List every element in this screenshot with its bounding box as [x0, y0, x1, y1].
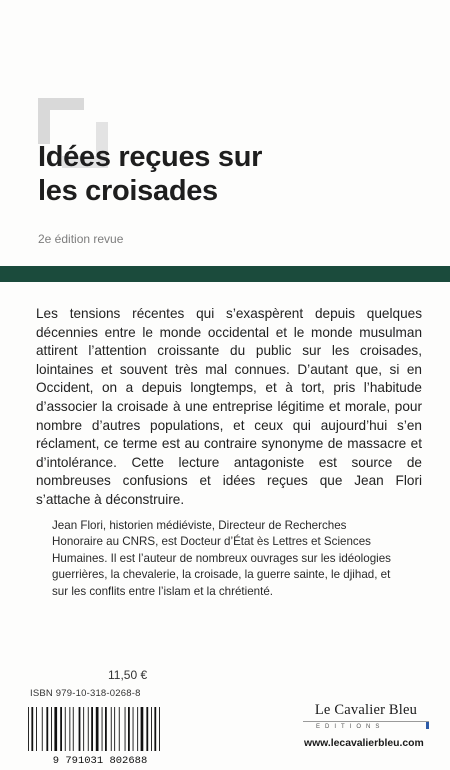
title-line-2: les croisades — [38, 175, 218, 207]
barcode-bar — [105, 707, 107, 751]
barcode-digits: 9 791031 802688 — [52, 755, 148, 765]
barcode-bar — [79, 707, 81, 751]
barcode-bar — [119, 707, 120, 751]
barcode-bar — [54, 707, 57, 751]
barcode-bar — [83, 707, 84, 751]
title-line-1: Idées reçues sur — [38, 141, 263, 173]
barcode-bar — [31, 707, 33, 751]
barcode-bar — [133, 707, 134, 751]
barcode-bar — [46, 707, 48, 751]
publisher-sub: EDITIONS — [316, 724, 385, 730]
barcode-bar — [69, 707, 70, 751]
barcode-bar — [42, 707, 43, 751]
barcode-bar — [159, 707, 160, 751]
edition-label: 2e édition revue — [38, 232, 124, 246]
barcode-bar — [154, 707, 156, 751]
publisher-url[interactable]: www.lecavalierbleu.com — [304, 738, 424, 749]
author-bio-text: , historien médiéviste, Directeur de Recherches Honoraire au CNRS, est Docteur d’État ès Lettres et Sciences Humaines. Il est l’auteur de nombreux ouvrages sur les idéologies guerrières, la chevalerie, la croisade, la guerre sainte, le djihad, et sur les conflits entre l’islam et la chrétienté. — [52, 519, 391, 598]
barcode-bar — [88, 707, 89, 751]
barcode-icon — [22, 705, 178, 765]
barcode-bar — [128, 707, 130, 751]
barcode-bar — [51, 707, 52, 751]
barcode-bar — [28, 707, 29, 751]
isbn-label: ISBN 979-10-318-0268-8 — [30, 688, 141, 699]
book-title — [38, 140, 398, 208]
green-band — [0, 266, 450, 282]
barcode-bar — [36, 707, 37, 751]
publisher-logo — [300, 702, 432, 730]
barcode-bar — [96, 707, 99, 751]
price-label: 11,50 € — [108, 668, 148, 682]
barcode-bar — [111, 707, 112, 751]
barcode-bar — [65, 707, 66, 751]
barcode-bar — [102, 707, 103, 751]
barcode-bar — [141, 707, 144, 751]
publisher-mark — [426, 722, 429, 729]
barcode-bar — [137, 707, 138, 751]
barcode-bar — [125, 707, 126, 751]
blurb-text: Les tensions récentes qui s’exaspèrent depuis quelques décennies entre le monde occidental et le monde musulman attirent l’attention croissante du public sur les croisades, lointaines et souvent très mal connues. D’autant que, si en Occident, on a depuis longtemps, et à tort, pris l’habitude d’associer la croisade à une entreprise légitime et morale, pour nombre d’autres populations, et ceux qui aujourd’hui s’en réclament, ce terme est au contraire synonyme de massacre et d’intolérance. Cette lecture antagoniste est source de nombreuses confusions et idées reçues que Jean Flori s’attache à déconstruire. — [36, 306, 422, 507]
publisher-name: Le Cavalier Bleu — [314, 702, 418, 718]
barcode-bar — [91, 707, 93, 751]
publisher-rule — [303, 721, 429, 722]
barcode-bar — [60, 707, 62, 751]
author-name: Jean Flori — [52, 519, 103, 532]
barcode-bar — [151, 707, 152, 751]
barcode-bar — [73, 707, 74, 751]
author-bio — [52, 518, 392, 600]
barcode-bar — [114, 707, 115, 751]
barcode-bar — [146, 707, 148, 751]
